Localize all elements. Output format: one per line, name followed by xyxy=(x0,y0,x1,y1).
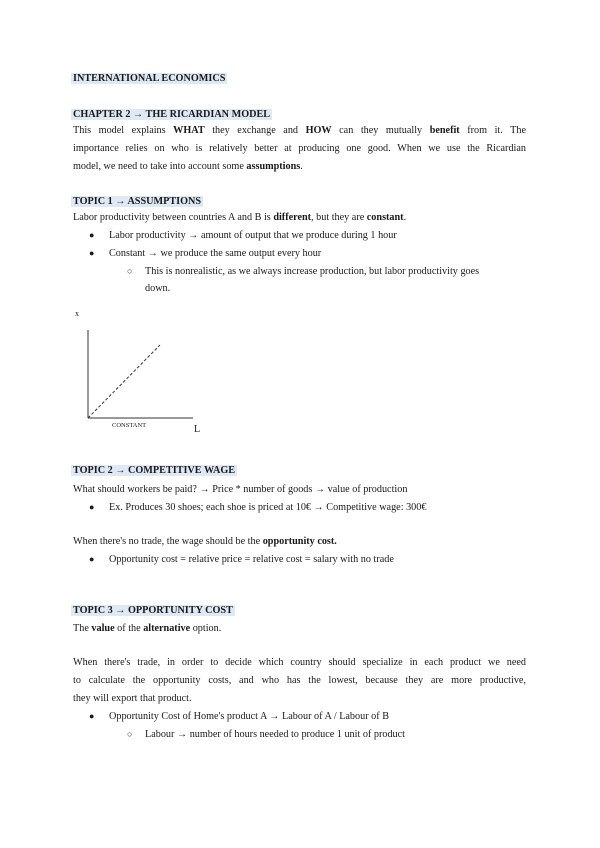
intro-line-1: This model explains WHAT they exchange and HOW can they mutually benefit from it. The xyxy=(73,125,526,136)
topic1-line: Labor productivity between countries A and B is different, but they are constant. xyxy=(73,212,407,223)
topic2-line-2: When there's no trade, the wage should be the opportunity cost. xyxy=(73,536,337,547)
bullet-glyph: ● xyxy=(89,502,95,512)
sub-bullet-glyph: ○ xyxy=(127,266,133,276)
document-title: INTERNATIONAL ECONOMICS xyxy=(73,73,226,84)
topic1-sub-bullet-line-2: down. xyxy=(145,283,171,294)
topic1-sub-bullet-line-1: This is nonrealistic, as we always increase production, but labor productivity goes xyxy=(145,266,480,277)
bullet-glyph: ● xyxy=(89,554,95,564)
graph-constant-line xyxy=(88,345,160,418)
topic3-paragraph-line-3: they will export that product. xyxy=(73,693,192,704)
topic3-paragraph-line-2: to calculate the opportunity costs, and who has the lowest, because they are more productive, xyxy=(73,675,526,686)
topic3-line-1: The value of the alternative option. xyxy=(73,623,222,634)
graph-y-label: x xyxy=(75,309,79,318)
topic3-sub-bullet-1: Labour → number of hours needed to produce 1 unit of product xyxy=(145,729,405,740)
bullet-glyph: ● xyxy=(89,711,95,721)
topic3-bullet-1: Opportunity Cost of Home's product A → Labour of A / Labour of B xyxy=(109,711,389,722)
bullet-glyph: ● xyxy=(89,248,95,258)
topic2-bullet-2: Opportunity cost = relative price = relative cost = salary with no trade xyxy=(109,554,394,565)
topic1-bullet-1: Labor productivity → amount of output that we produce during 1 hour xyxy=(109,230,397,241)
topic2-bullet-1: Ex. Produces 30 shoes; each shoe is priced at 10€ → Competitive wage: 300€ xyxy=(109,502,427,513)
topic3-heading: TOPIC 3 → OPPORTUNITY COST xyxy=(73,605,233,616)
topic2-line-1: What should workers be paid? → Price * number of goods → value of production xyxy=(73,484,408,495)
graph-x-label: L xyxy=(194,424,201,435)
chapter-heading: CHAPTER 2 → THE RICARDIAN MODEL xyxy=(73,109,271,120)
sub-bullet-glyph: ○ xyxy=(127,729,133,739)
intro-line-3: model, we need to take into account some assumptions. xyxy=(73,161,303,172)
topic1-heading: TOPIC 1 → ASSUMPTIONS xyxy=(73,196,202,207)
topic3-paragraph-line-1: When there's trade, in order to decide which country should specialize in each product we need xyxy=(73,657,526,668)
topic2-heading: TOPIC 2 → COMPETITIVE WAGE xyxy=(73,465,236,476)
topic1-bullet-2: Constant → we produce the same output every hour xyxy=(109,248,322,259)
intro-line-2: importance relies on who is relatively better at producing one good. When we use the Ricardian xyxy=(73,143,526,154)
graph-caption: CONSTANT xyxy=(112,422,147,429)
bullet-glyph: ● xyxy=(89,230,95,240)
